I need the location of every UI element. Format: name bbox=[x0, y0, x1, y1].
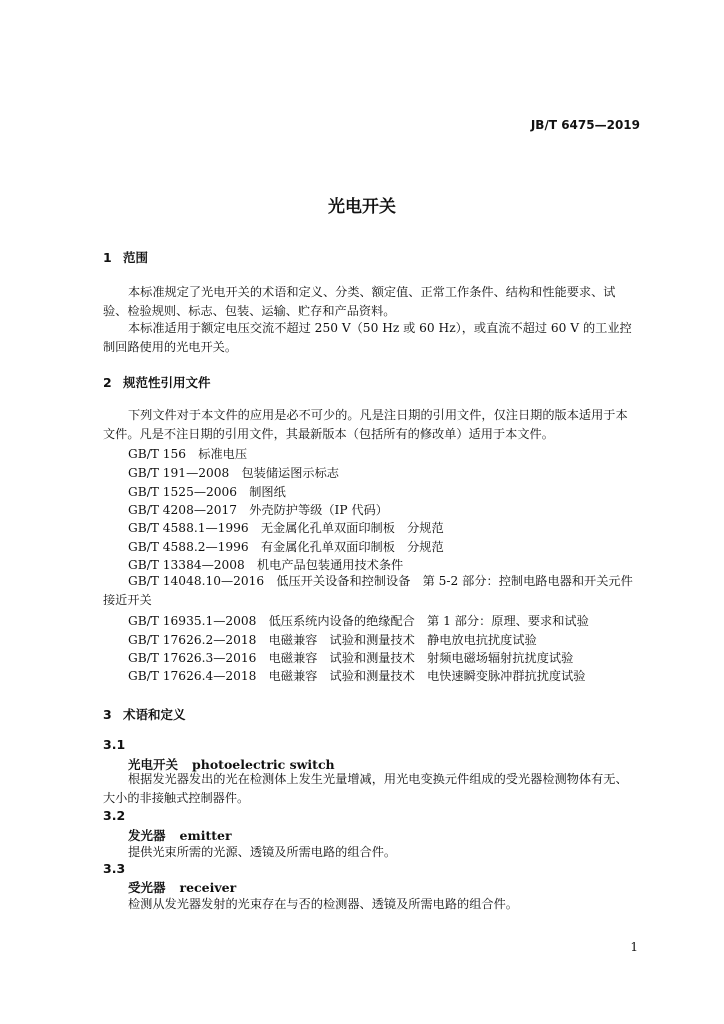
document-title: 光电开关 bbox=[328, 197, 396, 217]
term-en: receiver bbox=[179, 880, 237, 895]
section-title: 范围 bbox=[123, 250, 149, 265]
term-entry bbox=[128, 878, 236, 896]
reference-item: GB/T 4588.2—1996 有金属化孔单双面印制板 分规范 bbox=[128, 540, 444, 554]
reference-item: GB/T 17626.4—2018 电磁兼容 试验和测量技术 电快速瞬变脉冲群抗扰度试验 bbox=[128, 669, 586, 683]
section-number: 3 bbox=[103, 707, 112, 722]
reference-item-long: GB/T 14048.10—2016 低压开关设备和控制设备 第 5-2 部分：控制电路电器和开关元件 接近开关 bbox=[103, 574, 645, 607]
term-number: 3.1 bbox=[103, 737, 126, 752]
term-zh: 光电开关 bbox=[128, 757, 179, 772]
term-en: photoelectric switch bbox=[192, 757, 335, 772]
term-number: 3.3 bbox=[103, 861, 126, 876]
section-number: 1 bbox=[103, 250, 112, 265]
scope-paragraph-2: 本标准适用于额定电压交流不超过 250 V（50 Hz 或 60 Hz），或直流不超过 60 V 的工业控制回路使用的光电开关。 bbox=[103, 321, 632, 354]
term-zh: 受光器 bbox=[128, 880, 166, 895]
section-heading-terms bbox=[103, 705, 186, 723]
section-number: 2 bbox=[103, 375, 112, 390]
term-definition: 提供光束所需的光源、透镜及所需电路的组合件。 bbox=[128, 845, 397, 859]
reference-item: GB/T 4588.1—1996 无金属化孔单双面印制板 分规范 bbox=[128, 521, 444, 535]
reference-item: GB/T 191—2008 包装储运图示标志 bbox=[128, 466, 339, 480]
section-title: 术语和定义 bbox=[123, 707, 186, 722]
term-definition: 检测从发光器发射的光束存在与否的检测器、透镜及所需电路的组合件。 bbox=[128, 897, 518, 911]
reference-item: GB/T 16935.1—2008 低压系统内设备的绝缘配合 第 1 部分：原理、要求和试验 bbox=[128, 614, 589, 628]
term-number: 3.2 bbox=[103, 808, 126, 823]
standard-code: JB/T 6475—2019 bbox=[530, 118, 640, 132]
reference-item: GB/T 4208—2017 外壳防护等级（IP 代码） bbox=[128, 503, 388, 517]
reference-item: GB/T 17626.2—2018 电磁兼容 试验和测量技术 静电放电抗扰度试验 bbox=[128, 633, 537, 647]
term-en: emitter bbox=[179, 828, 232, 843]
section-title: 规范性引用文件 bbox=[123, 375, 211, 390]
section-heading-scope bbox=[103, 248, 148, 266]
reference-item: GB/T 17626.3—2016 电磁兼容 试验和测量技术 射频电磁场辐射抗扰度试验 bbox=[128, 651, 574, 665]
term-definition: 根据发光器发出的光在检测体上发生光量增减，用光电变换元件组成的受光器检测物体有无、大小的非接触式控制器件。 bbox=[103, 772, 628, 805]
references-intro: 下列文件对于本文件的应用是必不可少的。凡是注日期的引用文件，仅注日期的版本适用于本文件。凡是不注日期的引用文件，其最新版本（包括所有的修改单）适用于本文件。 bbox=[103, 408, 628, 441]
reference-item: GB/T 156 标准电压 bbox=[128, 447, 248, 461]
scope-paragraph-1: 本标准规定了光电开关的术语和定义、分类、额定值、正常工作条件、结构和性能要求、试验、检验规则、标志、包装、运输、贮存和产品资料。 bbox=[103, 285, 616, 318]
term-zh: 发光器 bbox=[128, 828, 166, 843]
page-number: 1 bbox=[630, 940, 638, 954]
term-entry bbox=[128, 826, 232, 844]
reference-item: GB/T 1525—2006 制图纸 bbox=[128, 485, 286, 499]
reference-item: GB/T 13384—2008 机电产品包装通用技术条件 bbox=[128, 558, 404, 572]
section-heading-normative-references bbox=[103, 373, 211, 391]
